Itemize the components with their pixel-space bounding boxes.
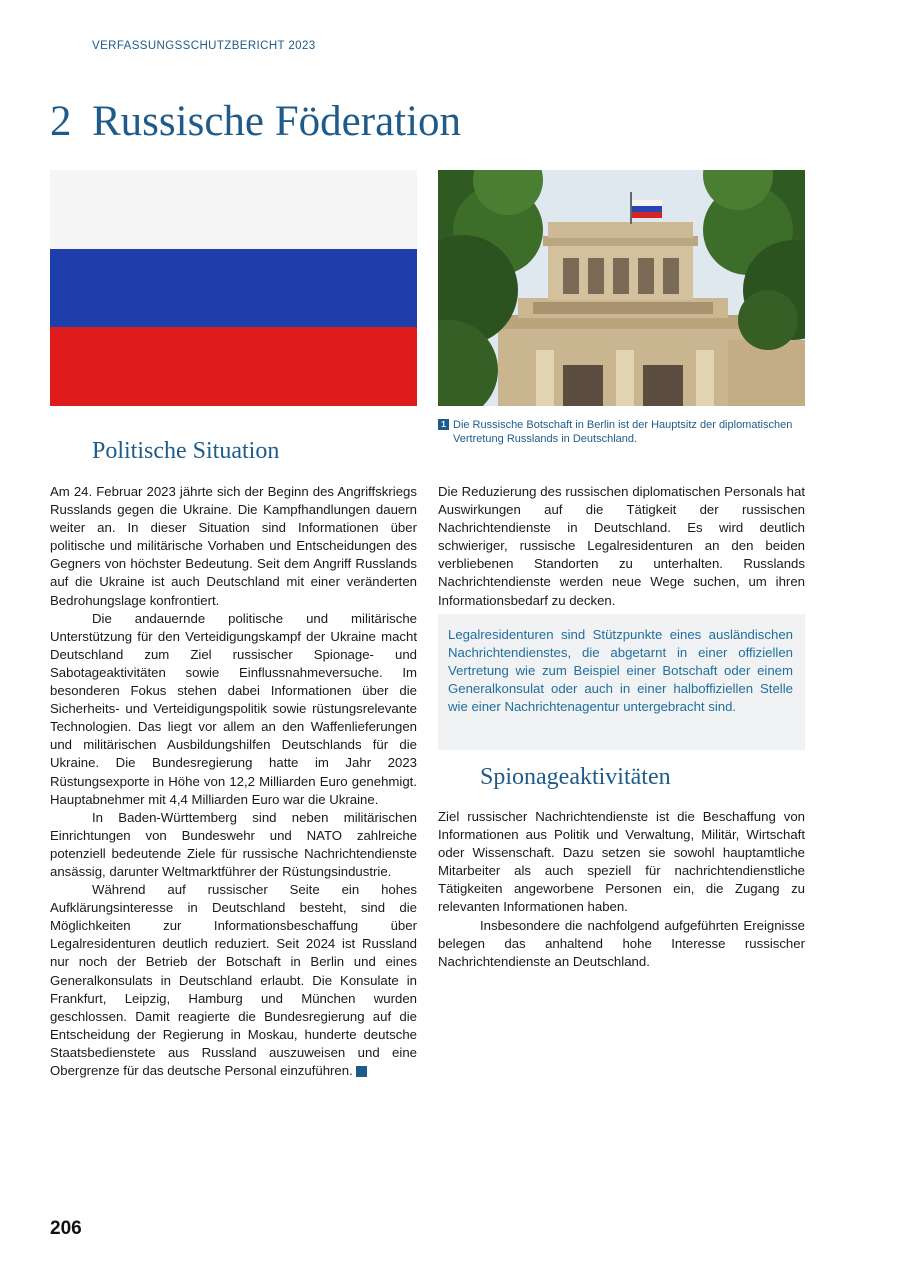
left-column	[50, 483, 417, 1080]
paragraph	[50, 881, 417, 1080]
flag-stripe-red	[50, 327, 417, 406]
section-title-spionage: Spionageaktivitäten	[480, 764, 671, 790]
infobox-text: Legalresidenturen sind Stützpunkte eines ausländischen Nachrichtendienstes, die abgetarnt in einer offiziellen Vertretung wie zum Beispiel einer Botschaft oder einem Generalkonsulat oder auch in einer halboffiziellen Stelle wie einer Nachrichtenagentur untergebracht sind.	[448, 627, 793, 715]
definition-infobox	[438, 614, 805, 750]
paragraph: Die Reduzierung des russischen diplomatischen Personals hat Auswirkungen auf die Tätigkeit der russischen Nachrichtendienste in Deutschland. Es wird deutlich schwieriger, russische Legalresidenturen an den beiden verbliebenen Standorten zu unterhalten. Russlands Nachrichtendienste werden neue Wege suchen, um ihren Informationsbedarf zu decken.	[438, 484, 805, 608]
flag-stripe-blue	[50, 249, 417, 328]
chapter-number: 2	[50, 98, 72, 145]
chapter-title: Russische Föderation	[92, 98, 462, 145]
flag-stripe-white	[50, 170, 417, 249]
right-column-spionage	[438, 808, 805, 971]
paragraph: In Baden-Württemberg sind neben militärischen Einrichtungen von Bundeswehr und NATO zahlreiche potenziell bedeutende Ziele für russische Nachrichtendienste ansässig, darunter Weltmarktführer der Rüstungsindustrie.	[50, 809, 417, 879]
section-title-political: Politische Situation	[92, 438, 280, 464]
figure-marker: 1	[438, 419, 449, 430]
right-intro-column	[438, 483, 805, 610]
chapter-heading	[50, 92, 461, 152]
page-number: 206	[50, 1218, 82, 1239]
russian-flag-image	[50, 170, 417, 406]
paragraph: Die andauernde politische und militärische Unterstützung für den Verteidigungskampf der Ukraine macht Deutschland zum Ziel russischer Spionage- und Sabotageaktivitäten sowie Einflussnahmeversuche. Im besonderen Fokus stehen dabei Informationen über die Sicherheits- und Verteidigungspolitik sowie rüstungsrelevante Technologien. Das liegt vor allem an den Waffenlieferungen und militärischen Ausbildungshilfen Deutschlands für die Ukraine. Die Bundesregierung hatte im Jahr 2023 Rüstungsexporte in Höhe von 12,2 Milliarden Euro genehmigt. Hauptabnehmer mit 4,4 Milliarden Euro war die Ukraine.	[50, 610, 417, 807]
paragraph-text: Während auf russischer Seite ein hohes Aufklärungsinteresse in Deutschland besteht, sind die Möglichkeiten zur Informationsbeschaffung über Legalresidenturen deutlich reduziert. Seit 2024 ist Russland nur noch der Betrieb der Botschaft in Berlin und eines Generalkonsulats in Deutschland erlaubt. Die Konsulate in Frankfurt, Leipzig, Hamburg und München wurden geschlossen. Damit reagierte die Bundesregierung auf die Entscheidung der Regierung in Moskau, hunderte deutsche Staatsbedienstete aus Russland auszuweisen und eine Obergrenze für das deutsche Personal einzuführen.	[50, 882, 417, 1078]
paragraph: Ziel russischer Nachrichtendienste ist die Beschaffung von Informationen aus Politik und Verwaltung, Militär, Wirtschaft oder Wissenschaft. Dazu setzen sie sowohl hauptamtliche Mitarbeiter als auch speziell für nachrichtendienstliche Tätigkeiten angeworbene Personen ein, die Zugang zu relevanten Informationen haben.	[438, 809, 805, 915]
caption-text: Die Russische Botschaft in Berlin ist der Hauptsitz der diplomatischen Vertretung Russlands in Deutschland.	[453, 419, 793, 445]
paragraph: Insbesondere die nachfolgend aufgeführten Ereignisse belegen das anhaltend hohe Interesse russischer Nachrichtendienste an Deutschland.	[438, 917, 805, 969]
running-head: VERFASSUNGSSCHUTZBERICHT 2023	[92, 40, 316, 52]
figure-reference-marker[interactable]: 1	[356, 1066, 367, 1077]
photo-caption	[438, 418, 805, 445]
paragraph: Am 24. Februar 2023 jährte sich der Beginn des Angriffskriegs Russlands gegen die Ukraine. Die Kampfhandlungen dauern weiter an. In dieser Situation sind Informationen über politische und militärische Vorhaben und Entscheidungen des Gegners von höchster Bedeutung. Seit dem Angriff Russlands auf die Ukraine ist auch Deutschland mit einer veränderten Bedrohungslage konfrontiert.	[50, 484, 417, 608]
embassy-photo	[438, 170, 805, 406]
